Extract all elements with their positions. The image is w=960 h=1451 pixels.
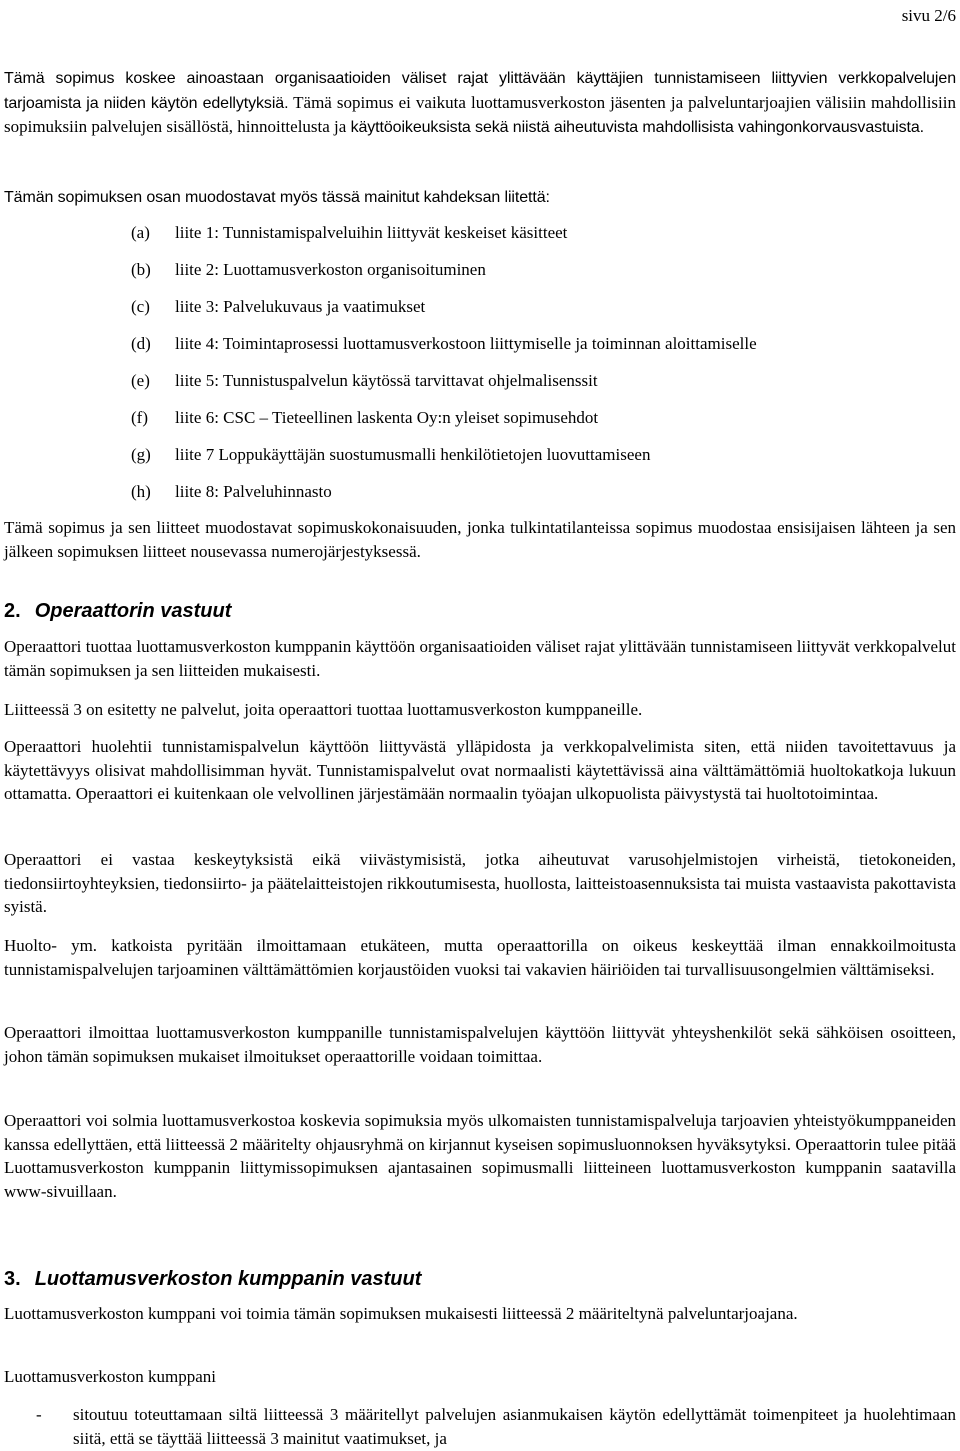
annex-text: liite 1: Tunnistamispalveluihin liittyvät keskeiset käsitteet <box>175 223 568 242</box>
bullet-text: sitoutuu toteuttamaan siltä liitteessä 3 määritellyt palvelujen asianmukaisen käytön edellyttämät toimenpiteet ja huolehtimaan siitä, että se täyttää liitteessä 3 mainitut vaatimukset, ja <box>73 1405 956 1448</box>
annex-text: liite 2: Luottamusverkoston organisoituminen <box>175 260 486 279</box>
annex-label: (h) <box>131 482 151 501</box>
section-2-paragraph: Operaattori voi solmia luottamusverkostoa koskevia sopimuksia myös ulkomaisten tunnistamispalveluja tarjoavien yhteistyökumppaneiden kanssa edellyttäen, että liitteessä 2 määritelty ohjausryhmä on kirjannut kyseisen sopimusluonnoksen hyväksytyksi. Operaattorin tulee pitää Luottamusverkoston kumppanin liittymissopimuksen ajantasainen sopimusmalli liitteineen luottamusverkoston kumppanin saatavilla www-sivuillaan. <box>4 1111 956 1201</box>
intro-sans-tail: käyttöoikeuksista sekä niistä aiheutuvista mahdollisista vahingonkorvausvastuista. <box>350 119 925 136</box>
annex-label: (d) <box>131 334 151 353</box>
annex-item <box>131 480 332 504</box>
annex-label: (a) <box>131 223 150 242</box>
annex-label: (c) <box>131 297 150 316</box>
annex-label: (e) <box>131 371 150 390</box>
annex-item <box>131 443 650 467</box>
annex-outro: Tämä sopimus ja sen liitteet muodostavat sopimuskokonaisuuden, jonka tulkintatilanteissa sopimus muodostaa ensisijaisen lähteen ja sen jälkeen sopimuksen liitteet nousevassa numerojärjestyksessä. <box>4 518 956 561</box>
bullet-marker: - <box>36 1405 42 1424</box>
annex-label: (f) <box>131 408 148 427</box>
section-3-title: Luottamusverkoston kumppanin vastuut <box>34 1268 422 1290</box>
intro-sans-text: Tämä sopimus koskee ainoastaan organisaatioiden väliset rajat ylittävään käyttäjien tunnistamiseen liittyvien verkkopalvelujen tarjoamista ja niiden käytön edellytyksiä. <box>4 70 956 112</box>
section-2-paragraph: Operaattori tuottaa luottamusverkoston kumppanin käyttöön organisaatioiden väliset rajat ylittävään tunnistamiseen liittyvät verkkopalvelut tämän sopimuksen ja sen liitteiden mukaisesti. <box>4 637 956 680</box>
annex-item <box>131 221 567 245</box>
section-2-paragraph: Huolto- ym. katkoista pyritään ilmoittamaan etukäteen, mutta operaattorilla on oikeus keskeyttää ilman ennakkoilmoitusta tunnistamispalvelujen tarjoaminen välttämättömien korjaustöiden vuoksi tai vakavien häiriöiden tai turvallisuusongelmien välttämiseksi. <box>4 936 956 979</box>
annex-text: liite 8: Palveluhinnasto <box>175 482 332 501</box>
intro-paragraph <box>4 66 956 140</box>
section-3-paragraph: Luottamusverkoston kumppani voi toimia tämän sopimuksen mukaisesti liitteessä 2 määriteltynä palveluntarjoajana. <box>4 1304 798 1323</box>
annex-text: liite 4: Toimintaprosessi luottamusverkostoon liittymiselle ja toiminnan aloittamiselle <box>175 334 757 353</box>
annex-item <box>131 332 757 356</box>
annex-text: liite 5: Tunnistuspalvelun käytössä tarvittavat ohjelmalisenssit <box>175 371 598 390</box>
section-2-title: Operaattorin vastuut <box>34 600 232 622</box>
section-2-number: 2. <box>4 600 21 622</box>
annex-item <box>131 369 598 393</box>
section-2-paragraph: Liitteessä 3 on esitetty ne palvelut, joita operaattori tuottaa luottamusverkoston kumppaneille. <box>4 700 643 719</box>
annex-item <box>131 295 425 319</box>
annex-item <box>131 406 598 430</box>
section-3-paragraph: Luottamusverkoston kumppani <box>4 1367 217 1386</box>
section-3-number: 3. <box>4 1268 21 1290</box>
section-2-paragraph: Operaattori ei vastaa keskeytyksistä eikä viivästymisistä, jotka aiheutuvat varusohjelmistojen virheistä, tietokoneiden, tiedonsiirtoyhteyksien, tiedonsiirto- ja päätelaitteistojen rikkoutumisesta, huollosta, laitteistoasennuksista tai muista vastaavista pakottavista syistä. <box>4 850 956 916</box>
section-2-paragraph: Operaattori ilmoittaa luottamusverkoston kumppanille tunnistamispalvelujen käyttöön liittyvät yhteyshenkilöt sekä sähköisen osoitteen, johon tämän sopimuksen mukaiset ilmoitukset operaattorille voidaan toimittaa. <box>4 1023 956 1066</box>
section-2-paragraph: Operaattori huolehtii tunnistamispalvelun käyttöön liittyvästä ylläpidosta ja verkkopalvelimista siten, että niiden tavoitettavuus ja käytettävyys olisivat mahdollisimman hyvät. Tunnistamispalvelut ovat normaalisti käytettävissä aina välttämättömiä huoltokatkoja lukuun ottamatta. Operaattori ei kuitenkaan ole velvollinen järjestämään normaalin työajan ulkopuolista päivystystä tai huoltotoimintaa. <box>4 737 956 803</box>
annex-intro: Tämän sopimuksen osan muodostavat myös tässä mainitut kahdeksan liitettä: <box>4 189 550 206</box>
annex-text: liite 3: Palvelukuvaus ja vaatimukset <box>175 297 426 316</box>
annex-item <box>131 258 486 282</box>
section-2-heading <box>4 600 231 624</box>
annex-text: liite 7 Loppukäyttäjän suostumusmalli henkilötietojen luovuttamiseen <box>175 445 651 464</box>
section-3-heading <box>4 1268 421 1292</box>
page-number: sivu 2/6 <box>901 6 956 25</box>
intro-serif-text: Tämä sopimus ei vaikuta luottamusverkoston jäsenten ja palveluntarjoajien välisiin mahdollisiin sopimuksiin palvelujen sisällöstä, hinnoittelusta ja <box>4 92 956 136</box>
annex-label: (g) <box>131 445 151 464</box>
annex-text: liite 6: CSC – Tieteellinen laskenta Oy:n yleiset sopimusehdot <box>175 408 599 427</box>
annex-label: (b) <box>131 260 151 279</box>
